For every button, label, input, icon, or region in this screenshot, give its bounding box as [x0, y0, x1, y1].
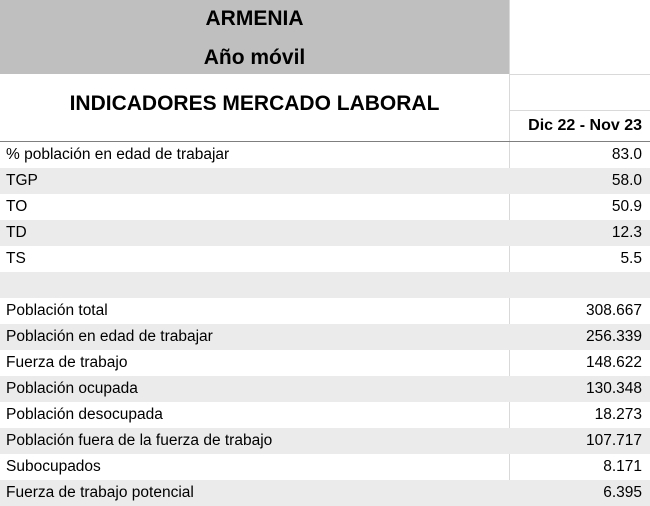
table-row: [0, 480, 650, 506]
table-row: [0, 350, 650, 376]
row-label: TGP: [6, 172, 38, 189]
city-title: ARMENIA: [205, 7, 304, 30]
header-cell-border-mid: [509, 110, 650, 111]
row-value: 6.395: [603, 484, 642, 501]
row-value: 12.3: [611, 224, 642, 241]
section-title: INDICADORES MERCADO LABORAL: [69, 92, 440, 115]
row-label: Población en edad de trabajar: [6, 328, 213, 345]
table-row: [0, 324, 650, 350]
row-label: Fuerza de trabajo: [6, 354, 128, 371]
row-value: 130.348: [585, 380, 642, 397]
row-value: 5.5: [620, 250, 642, 267]
table-row: [0, 168, 650, 194]
row-value: 83.0: [611, 146, 642, 163]
row-label: TD: [6, 224, 27, 241]
title-block: [0, 0, 509, 74]
row-label: TO: [6, 198, 28, 215]
table-row: [0, 220, 650, 246]
row-value: 256.339: [585, 328, 642, 345]
row-label: Población total: [6, 302, 108, 319]
row-value: 308.667: [585, 302, 642, 319]
period-title: Año móvil: [203, 46, 306, 69]
table-row: [0, 194, 650, 220]
row-label: Fuerza de trabajo potencial: [6, 484, 194, 501]
indicators-table: [0, 142, 650, 506]
column-header-period: Dic 22 - Nov 23: [528, 117, 642, 134]
row-value: 107.717: [585, 432, 642, 449]
table-row: [0, 142, 650, 168]
row-value: 8.171: [603, 458, 642, 475]
row-label: Subocupados: [6, 458, 101, 475]
row-label: % población en edad de trabajar: [6, 146, 230, 163]
row-label: Población fuera de la fuerza de trabajo: [6, 432, 273, 449]
table-row: [0, 272, 650, 298]
table-row: [0, 402, 650, 428]
table-row: [0, 376, 650, 402]
row-label: Población desocupada: [6, 406, 163, 423]
header-cell-border-top: [509, 74, 650, 75]
row-label: Población ocupada: [6, 380, 138, 397]
row-value: 58.0: [611, 172, 642, 189]
table-row: [0, 428, 650, 454]
row-value: 148.622: [585, 354, 642, 371]
row-value: 50.9: [611, 198, 642, 215]
table-row: [0, 454, 650, 480]
row-label: TS: [6, 250, 26, 267]
table-row: [0, 298, 650, 324]
row-value: 18.273: [594, 406, 642, 423]
table-row: [0, 246, 650, 272]
